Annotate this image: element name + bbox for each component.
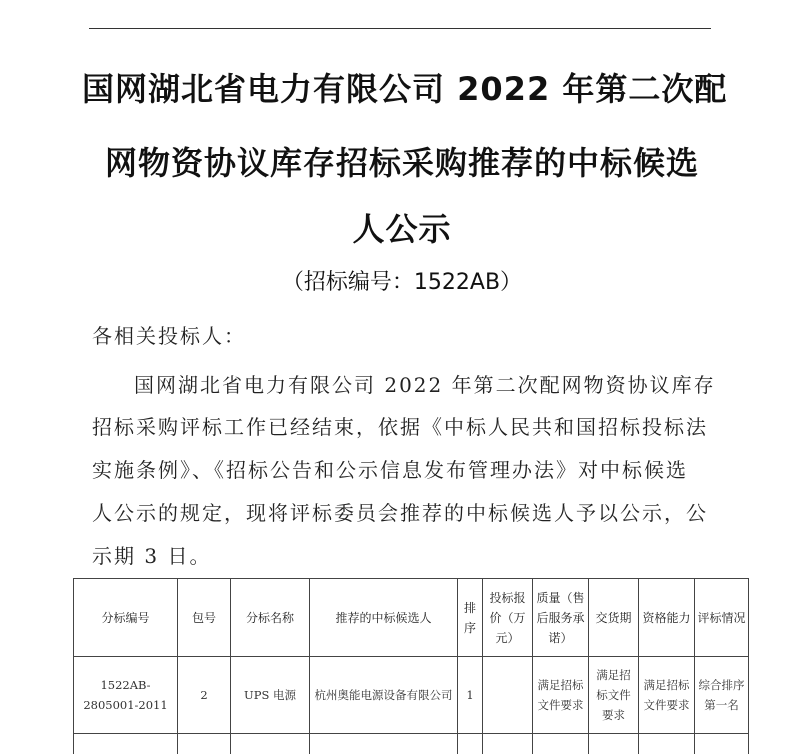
notice-title-line-1: 国网湖北省电力有限公司 2022 年第二次配 (82, 64, 722, 110)
paragraph-line: 招标采购评标工作已经结束，依据《中标人民共和国招标投标法 (92, 411, 708, 440)
header-quality: 质量（售后服务承诺） (533, 579, 589, 657)
tender-number: （招标编号：1522AB） (82, 265, 722, 296)
paragraph-line: 人公示的规定，现将评标委员会推荐的中标候选人予以公示，公 (92, 497, 708, 526)
cell-delivery: 满足招标文件要求 (589, 657, 639, 734)
salutation: 各相关投标人： (92, 320, 246, 349)
cell-package: 2 (178, 657, 231, 734)
header-lot-name: 分标名称 (231, 579, 310, 657)
cell-qualification: 满足招标文件要求 (639, 657, 695, 734)
paragraph-line: 国网湖北省电力有限公司 2022 年第二次配网物资协议库存 (134, 369, 716, 398)
paragraph-line: 示期 3 日。 (92, 540, 211, 569)
paragraph-line: 实施条例》、《招标公告和公示信息发布管理办法》对中标候选 (92, 454, 688, 483)
cell-candidate: 杭州奥能电源设备有限公司 (310, 657, 458, 734)
cell-evaluation: 综合排序第一名 (695, 657, 749, 734)
header-delivery: 交货期 (589, 579, 639, 657)
cell-quality: 满足招标文件要求 (533, 657, 589, 734)
cell-rank: 1 (458, 657, 483, 734)
header-evaluation: 评标情况 (695, 579, 749, 657)
table-row-partial (74, 734, 749, 754)
table-header-row (74, 579, 749, 657)
header-lot-number: 分标编号 (74, 579, 178, 657)
header-price: 投标报价（万元） (483, 579, 533, 657)
header-rank: 排序 (458, 579, 483, 657)
table-row (74, 657, 749, 734)
cell-lot-name: UPS 电源 (231, 657, 310, 734)
candidate-table (73, 578, 749, 754)
header-qualification: 资格能力 (639, 579, 695, 657)
notice-title-line-3: 人公示 (82, 204, 722, 250)
cell-price (483, 657, 533, 734)
cell-lot-number: 1522AB-2805001-2011 (74, 657, 178, 734)
top-rule (89, 28, 711, 29)
notice-title-line-2: 网物资协议库存招标采购推荐的中标候选 (82, 138, 722, 184)
header-package: 包号 (178, 579, 231, 657)
header-candidate: 推荐的中标候选人 (310, 579, 458, 657)
